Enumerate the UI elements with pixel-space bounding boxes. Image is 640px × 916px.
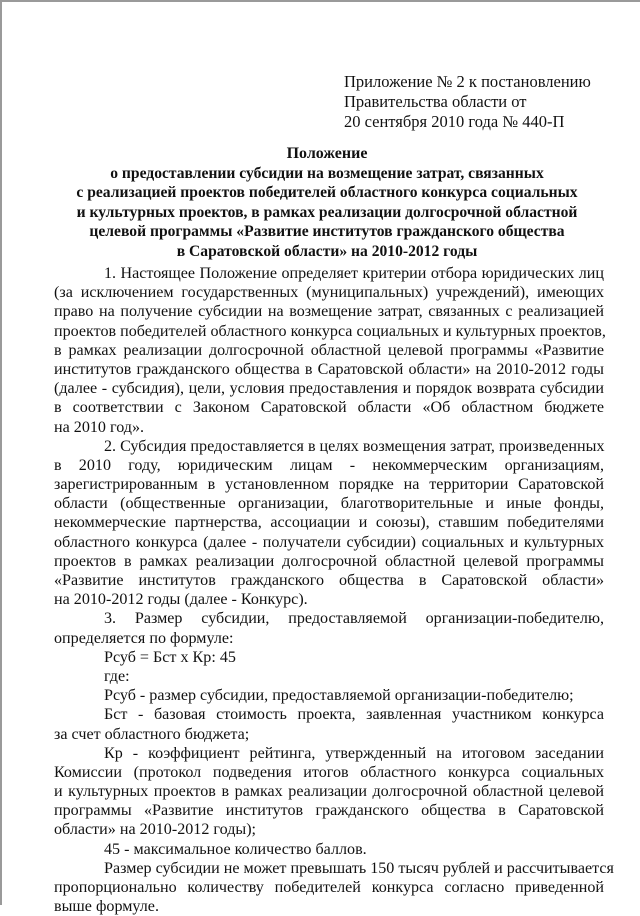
text-line: определяется по формуле: — [54, 629, 234, 647]
title-subtitle-line: целевой программы «Развитие институтов гражданского общества — [89, 223, 565, 241]
text-line: зарегистрированным в установленном порядке на территории Саратовской — [54, 476, 604, 494]
title-heading: Положение — [286, 145, 368, 162]
appendix-header — [344, 72, 591, 132]
formula: Рсуб = Бст х Кр: 45 — [104, 648, 236, 666]
title-subtitle-line: в Саратовской области» на 2010-2012 годы — [176, 242, 478, 260]
paragraph-limit — [54, 859, 614, 916]
appendix-line: Правительства области от — [344, 92, 527, 111]
text-line: в соответствии с Законом Саратовской области «Об областном бюджете — [54, 399, 604, 417]
text-line: на 2010 год». — [54, 418, 145, 436]
title-subtitle-line: о предоставлении субсидии на возмещение затрат, связанных — [110, 164, 544, 182]
text-line: проектов победителей областного конкурса социальных и культурных проектов, — [54, 322, 606, 340]
text-line: 1. Настоящее Положение определяет критерии отбора юридических лиц — [104, 265, 604, 282]
text-line: Комиссии (протокол подведения итогов областного конкурса социальных — [54, 763, 604, 781]
text-line: в 2010 году, юридическим лицам - некоммерческим организациям, — [54, 456, 604, 474]
text-line: право на получение субсидии на возмещение затрат, связанных с реализацией — [54, 303, 604, 321]
text-line: Кр - коэффициент рейтинга, утвержденный на итоговом заседании — [104, 744, 604, 762]
text-line: областного конкурса (далее - получатели субсидии) социальных и культурных — [54, 533, 604, 551]
text-line: за счет областного бюджета; — [54, 725, 250, 743]
paragraph-1 — [54, 264, 604, 437]
text-line: проектов в рамках реализации долгосрочной областной целевой программы — [54, 552, 604, 570]
text-line: «Развитие институтов гражданского общества в Саратовской области» — [54, 572, 604, 589]
text-line: области» на 2010-2012 годы); — [54, 821, 257, 839]
text-line: выше формуле. — [54, 898, 159, 916]
title-subtitle-line: и культурных проектов, в рамках реализации долгосрочной областной — [76, 203, 578, 221]
definition-rsub — [54, 686, 604, 705]
text-line: Рсуб - размер субсидии, предоставляемой организации-победителю; — [104, 687, 574, 705]
appendix-line: Приложение № 2 к постановлению — [344, 72, 591, 91]
text-line: 3. Размер субсидии, предоставляемой организации-победителю, — [104, 610, 604, 628]
text-line: и культурных проектов в рамках реализации долгосрочной областной целевой — [54, 783, 604, 801]
text-line: на 2010-2012 годы (далее - Конкурс). — [54, 591, 308, 609]
paragraph-3 — [54, 609, 604, 686]
text-line: пропорционально количеству победителей конкурса согласно приведенной — [54, 879, 604, 896]
paragraph-2 — [54, 437, 604, 610]
text-line: программы «Развитие институтов гражданского общества в Саратовской — [54, 802, 604, 820]
text-line: Размер субсидии не может превышать 150 тысяч рублей и рассчитывается — [104, 859, 614, 877]
text-line: (за исключением государственных (муниципальных) учреждений), имеющих — [54, 284, 604, 302]
text-line: некоммерческие партнерства, ассоциации и союзы), ставшим победителями — [54, 514, 604, 532]
where-label: где: — [104, 667, 130, 685]
text-line: Бст - базовая стоимость проекта, заявленная участником конкурса — [104, 706, 604, 724]
text-line: области (общественные организации, благотворительные и иные фонды, — [54, 495, 604, 513]
title-subtitle-line: с реализацией проектов победителей областного конкурса социальных — [76, 184, 578, 202]
document-body — [54, 264, 614, 916]
definition-bst — [54, 705, 604, 743]
text-line: 45 - максимальное количество баллов. — [104, 840, 367, 858]
text-line: (далее - субсидия), цели, условия предоставления и порядок возврата субсидии — [54, 380, 604, 398]
text-line: институтов гражданского общества в Саратовской области» на 2010-2012 годы — [54, 360, 604, 378]
document-title — [42, 144, 612, 262]
appendix-line: 20 сентября 2010 года № 440-П — [344, 112, 565, 131]
definition-kr — [54, 744, 604, 840]
text-line: в рамках реализации долгосрочной областной целевой программы «Развитие — [54, 341, 604, 359]
text-line: 2. Субсидия предоставляется в целях возмещения затрат, произведенных — [104, 437, 605, 455]
definition-45 — [54, 840, 604, 859]
